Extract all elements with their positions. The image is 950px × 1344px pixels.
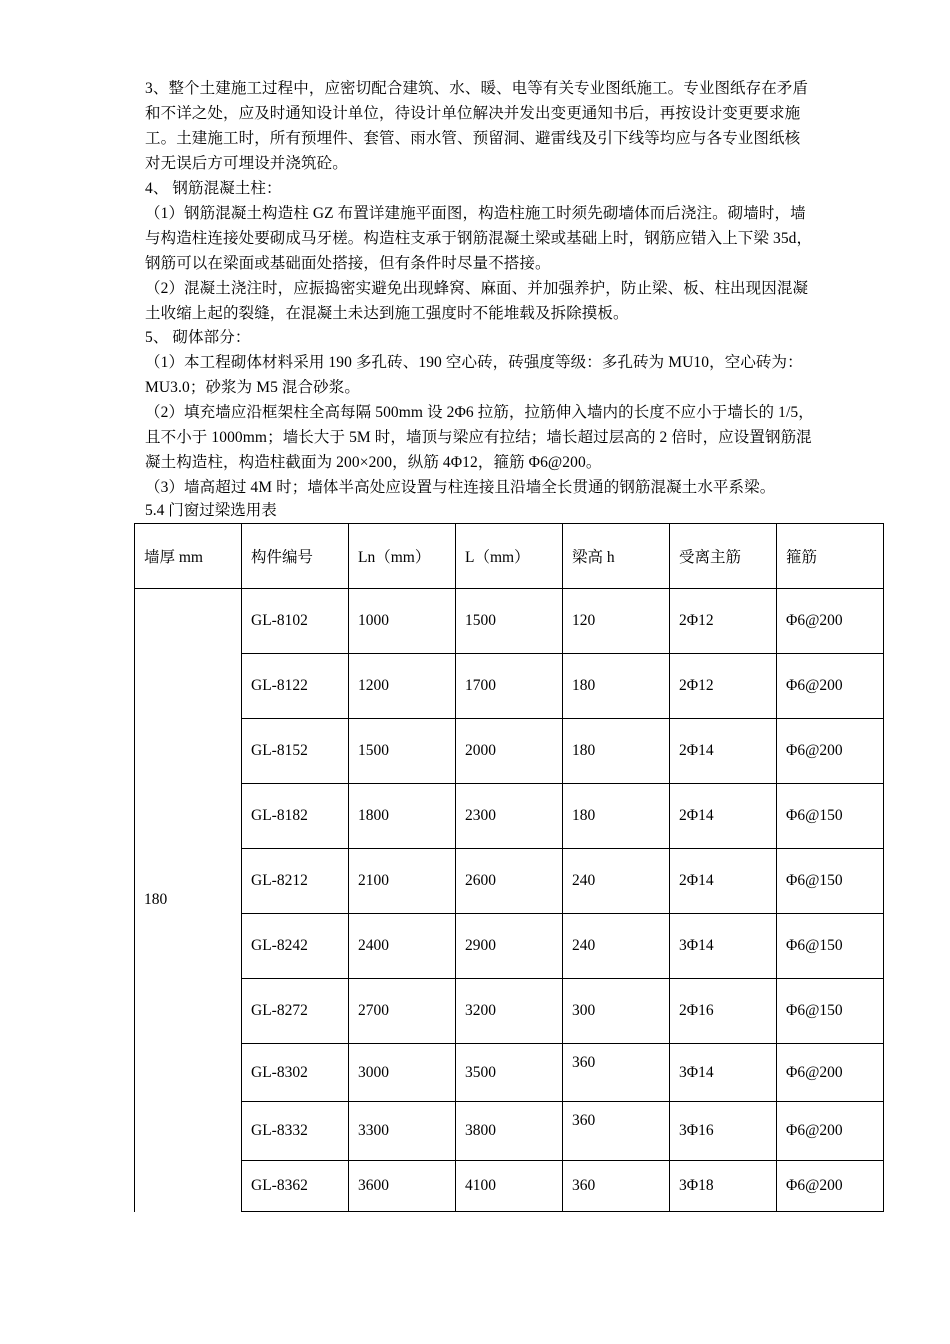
table-cell: 360 [563,1044,670,1102]
table-cell: 3Φ14 [670,914,777,979]
table-row [135,654,884,719]
table-cell: 2600 [456,849,563,914]
header-main-rebar: 受离主筋 [670,524,777,589]
table-cell: 2700 [349,979,456,1044]
table-cell: Φ6@200 [777,719,884,784]
table-cell: 240 [563,914,670,979]
table-cell: 1800 [349,784,456,849]
table-cell: GL-8332 [242,1102,349,1161]
paragraph-3-construction-coordination: 3、整个土建施工过程中，应密切配合建筑、水、暖、电等有关专业图纸施工。专业图纸存在矛盾和不详之处，应及时通知设计单位，待设计单位解决并发出变更通知书后，再按设计变更要求施工。土建施工时，所有预埋件、套管、雨水管、预留洞、避雷线及引下线等均应与各专业图纸核对无误后方可埋设并浇筑砼。 [145,80,809,172]
table-cell: 360 [563,1102,670,1161]
lintel-selection-table [134,523,884,1212]
section-4-heading: 4、 钢筋混凝土柱： [145,180,282,197]
wall-thickness-cell: 180 [135,589,242,1212]
table-cell: GL-8362 [242,1161,349,1212]
table-cell: 1500 [349,719,456,784]
table-cell: 3000 [349,1044,456,1102]
table-cell: 2Φ12 [670,589,777,654]
table-row [135,1161,884,1212]
table-cell: 3Φ14 [670,1044,777,1102]
table-cell: 3600 [349,1161,456,1212]
table-cell: 300 [563,979,670,1044]
paragraph-4-1-structural-column: （1）钢筋混凝土构造柱 GZ 布置详建施平面图，构造柱施工时须先砌墙体而后浇注。砌墙时，墙与构造柱连接处要砌成马牙槎。构造柱支承于钢筋混凝土梁或基础上时，钢筋应错入上下梁 35d，钢筋可以在梁面或基础面处搭接，但有条件时尽量不搭接。 [145,205,813,272]
table-cell: 1000 [349,589,456,654]
table-cell: 3Φ18 [670,1161,777,1212]
table-cell: Φ6@200 [777,654,884,719]
table-cell: 180 [563,784,670,849]
section-5-heading: 5、 砌体部分： [145,329,251,346]
table-cell: Φ6@200 [777,1102,884,1161]
table-cell: 3200 [456,979,563,1044]
table-cell: 3500 [456,1044,563,1102]
table-cell: GL-8182 [242,784,349,849]
table-cell: 360 [563,1161,670,1212]
table-cell: GL-8272 [242,979,349,1044]
table-row [135,1044,884,1102]
table-cell: 2Φ12 [670,654,777,719]
table-cell: 2000 [456,719,563,784]
table-cell: 2Φ16 [670,979,777,1044]
table-cell: 1500 [456,589,563,654]
table-cell: 240 [563,849,670,914]
table-row [135,1102,884,1161]
table-cell: 2Φ14 [670,849,777,914]
table-cell: 2400 [349,914,456,979]
table-cell: GL-8102 [242,589,349,654]
table-cell: Φ6@150 [777,784,884,849]
header-wall-thickness: 墙厚 mm [135,524,242,589]
header-member-id: 构件编号 [242,524,349,589]
table-cell: 2Φ14 [670,719,777,784]
table-cell: GL-8152 [242,719,349,784]
table-row [135,589,884,654]
table-cell: GL-8212 [242,849,349,914]
table-cell: 1700 [456,654,563,719]
table-cell: Φ6@200 [777,589,884,654]
table-cell: GL-8122 [242,654,349,719]
table-row [135,914,884,979]
table-cell: 180 [563,654,670,719]
paragraph-5-3-wall-height: （3）墙高超过 4M 时；墙体半高处应设置与柱连接且沿墙全长贯通的钢筋混凝土水平系梁。 [145,479,776,496]
paragraph-4-2-concrete-pouring: （2）混凝土浇注时，应振捣密实避免出现蜂窝、麻面、并加强养护，防止梁、板、柱出现因混凝土收缩上起的裂缝，在混凝土未达到施工强度时不能堆载及拆除摸板。 [145,280,809,322]
table-cell: 120 [563,589,670,654]
table-row [135,979,884,1044]
table-header-row [135,524,884,589]
table-cell: Φ6@200 [777,1161,884,1212]
paragraph-5-1-masonry-materials: （1）本工程砌体材料采用 190 多孔砖、190 空心砖，砖强度等级：多孔砖为 MU10，空心砖为：MU3.0；砂浆为 M5 混合砂浆。 [145,354,803,396]
paragraph-5-2-infill-wall: （2）填充墙应沿框架柱全高每隔 500mm 设 2Φ6 拉筋，拉筋伸入墙内的长度不应小于墙长的 1/5，且不小于 1000mm；墙长大于 5M 时，墙顶与梁应有拉结；墙长超过层高的 2 倍时，应设置钢筋混凝土构造柱，构造柱截面为 200×200，纵筋 4Φ12，箍筋 Φ6@200。 [145,404,814,471]
table-cell: Φ6@150 [777,979,884,1044]
table-cell: 3300 [349,1102,456,1161]
table-row [135,784,884,849]
table-cell: Φ6@150 [777,914,884,979]
table-caption: 5.4 门窗过梁选用表 [145,502,277,519]
header-beam-height: 梁高 h [563,524,670,589]
header-l: L（mm） [456,524,563,589]
table-cell: 2100 [349,849,456,914]
table-cell: 2Φ14 [670,784,777,849]
table-cell: 2300 [456,784,563,849]
table-cell: 180 [563,719,670,784]
header-stirrup: 箍筋 [777,524,884,589]
table-cell: Φ6@200 [777,1044,884,1102]
table-cell: GL-8242 [242,914,349,979]
table-row [135,719,884,784]
table-cell: 2900 [456,914,563,979]
table-cell: GL-8302 [242,1044,349,1102]
table-cell: 3800 [456,1102,563,1161]
table-cell: 4100 [456,1161,563,1212]
header-ln: Ln（mm） [349,524,456,589]
table-cell: Φ6@150 [777,849,884,914]
table-cell: 3Φ16 [670,1102,777,1161]
table-cell: 1200 [349,654,456,719]
table-row [135,849,884,914]
